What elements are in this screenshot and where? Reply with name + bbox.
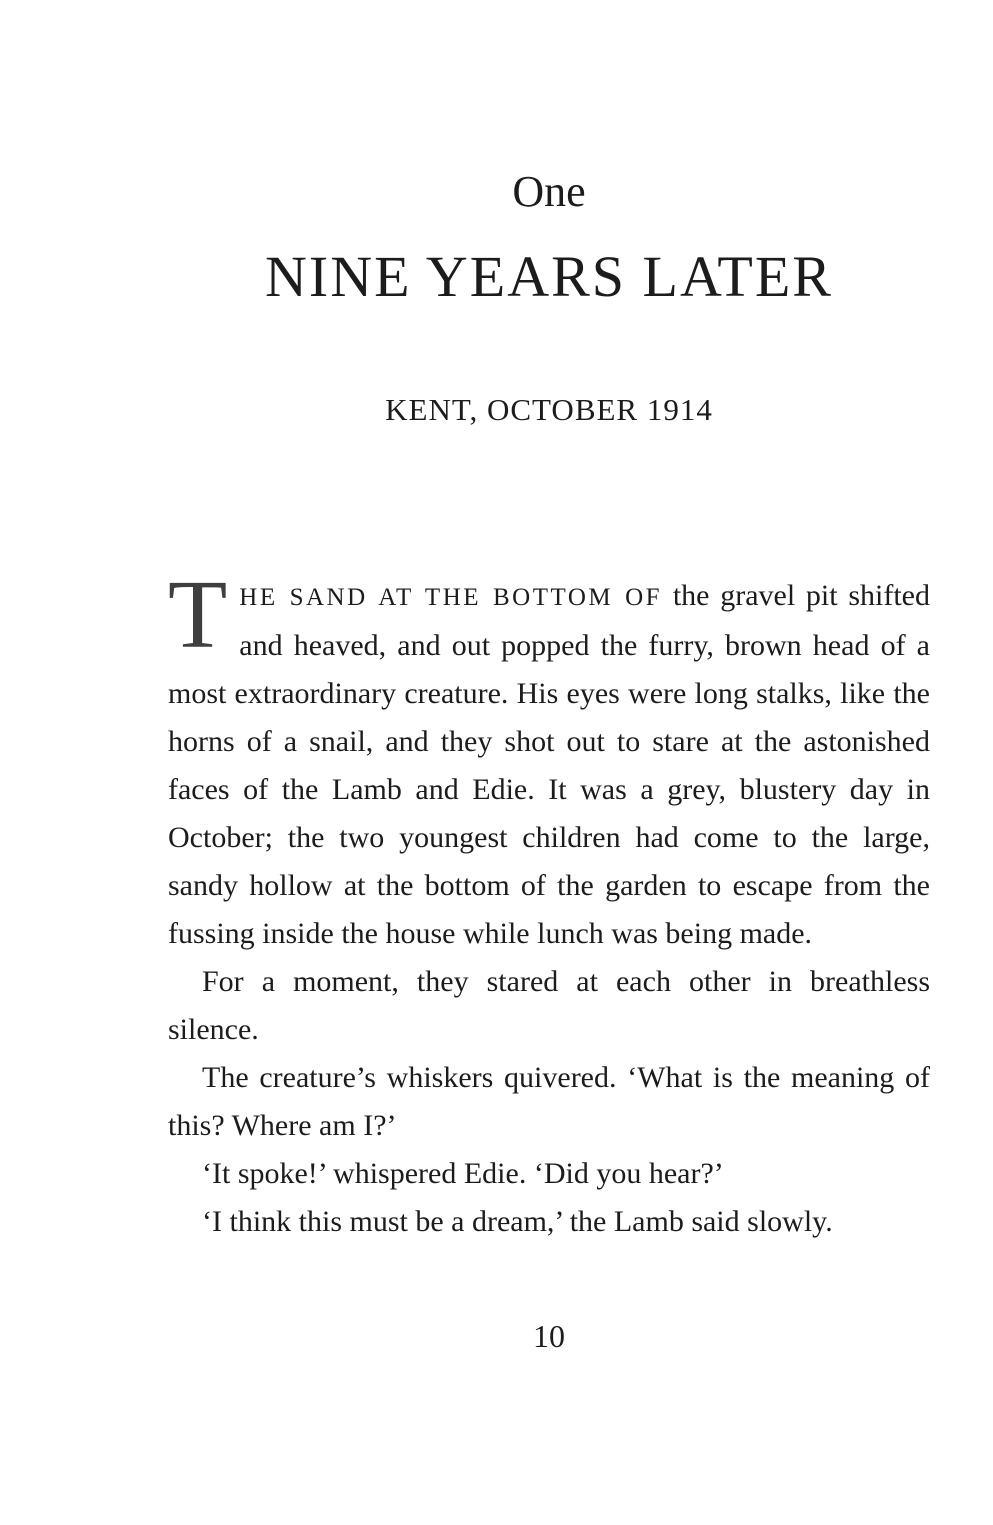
drop-cap: T — [168, 561, 228, 668]
text-block — [168, 0, 930, 1246]
paragraph: The creature’s whiskers quivered. ‘What is the meaning of this? Where am I?’ — [168, 1061, 930, 1142]
paragraph: For a moment, they stared at each other in breathless silence. — [168, 965, 930, 1046]
paragraph: ‘I think this must be a dream,’ the Lamb said slowly. — [202, 1205, 833, 1238]
small-caps-lead: HE SAND AT THE BOTTOM OF — [239, 584, 663, 611]
opening-paragraph-text: the gravel pit shifted and heaved, and out popped the furry, brown head of a most extraordinary creature. His eyes were long stalks, like the horns of a snail, and they shot out to stare at the astonished faces of the Lamb and Edie. It was a grey, blustery day in October; the two youngest children had come to the large, sandy hollow at the bottom of the garden to escape from the fussing inside the house while lunch was being made. — [168, 579, 930, 950]
chapter-title: NINE YEARS LATER — [265, 244, 833, 309]
chapter-number: One — [512, 167, 586, 216]
body-text — [168, 561, 930, 1246]
paragraph: ‘It spoke!’ whispered Edie. ‘Did you hear?’ — [202, 1157, 724, 1190]
opening-paragraph — [168, 561, 930, 958]
chapter-dateline: KENT, OCTOBER 1914 — [385, 392, 713, 427]
page-number: 10 — [533, 1318, 565, 1354]
